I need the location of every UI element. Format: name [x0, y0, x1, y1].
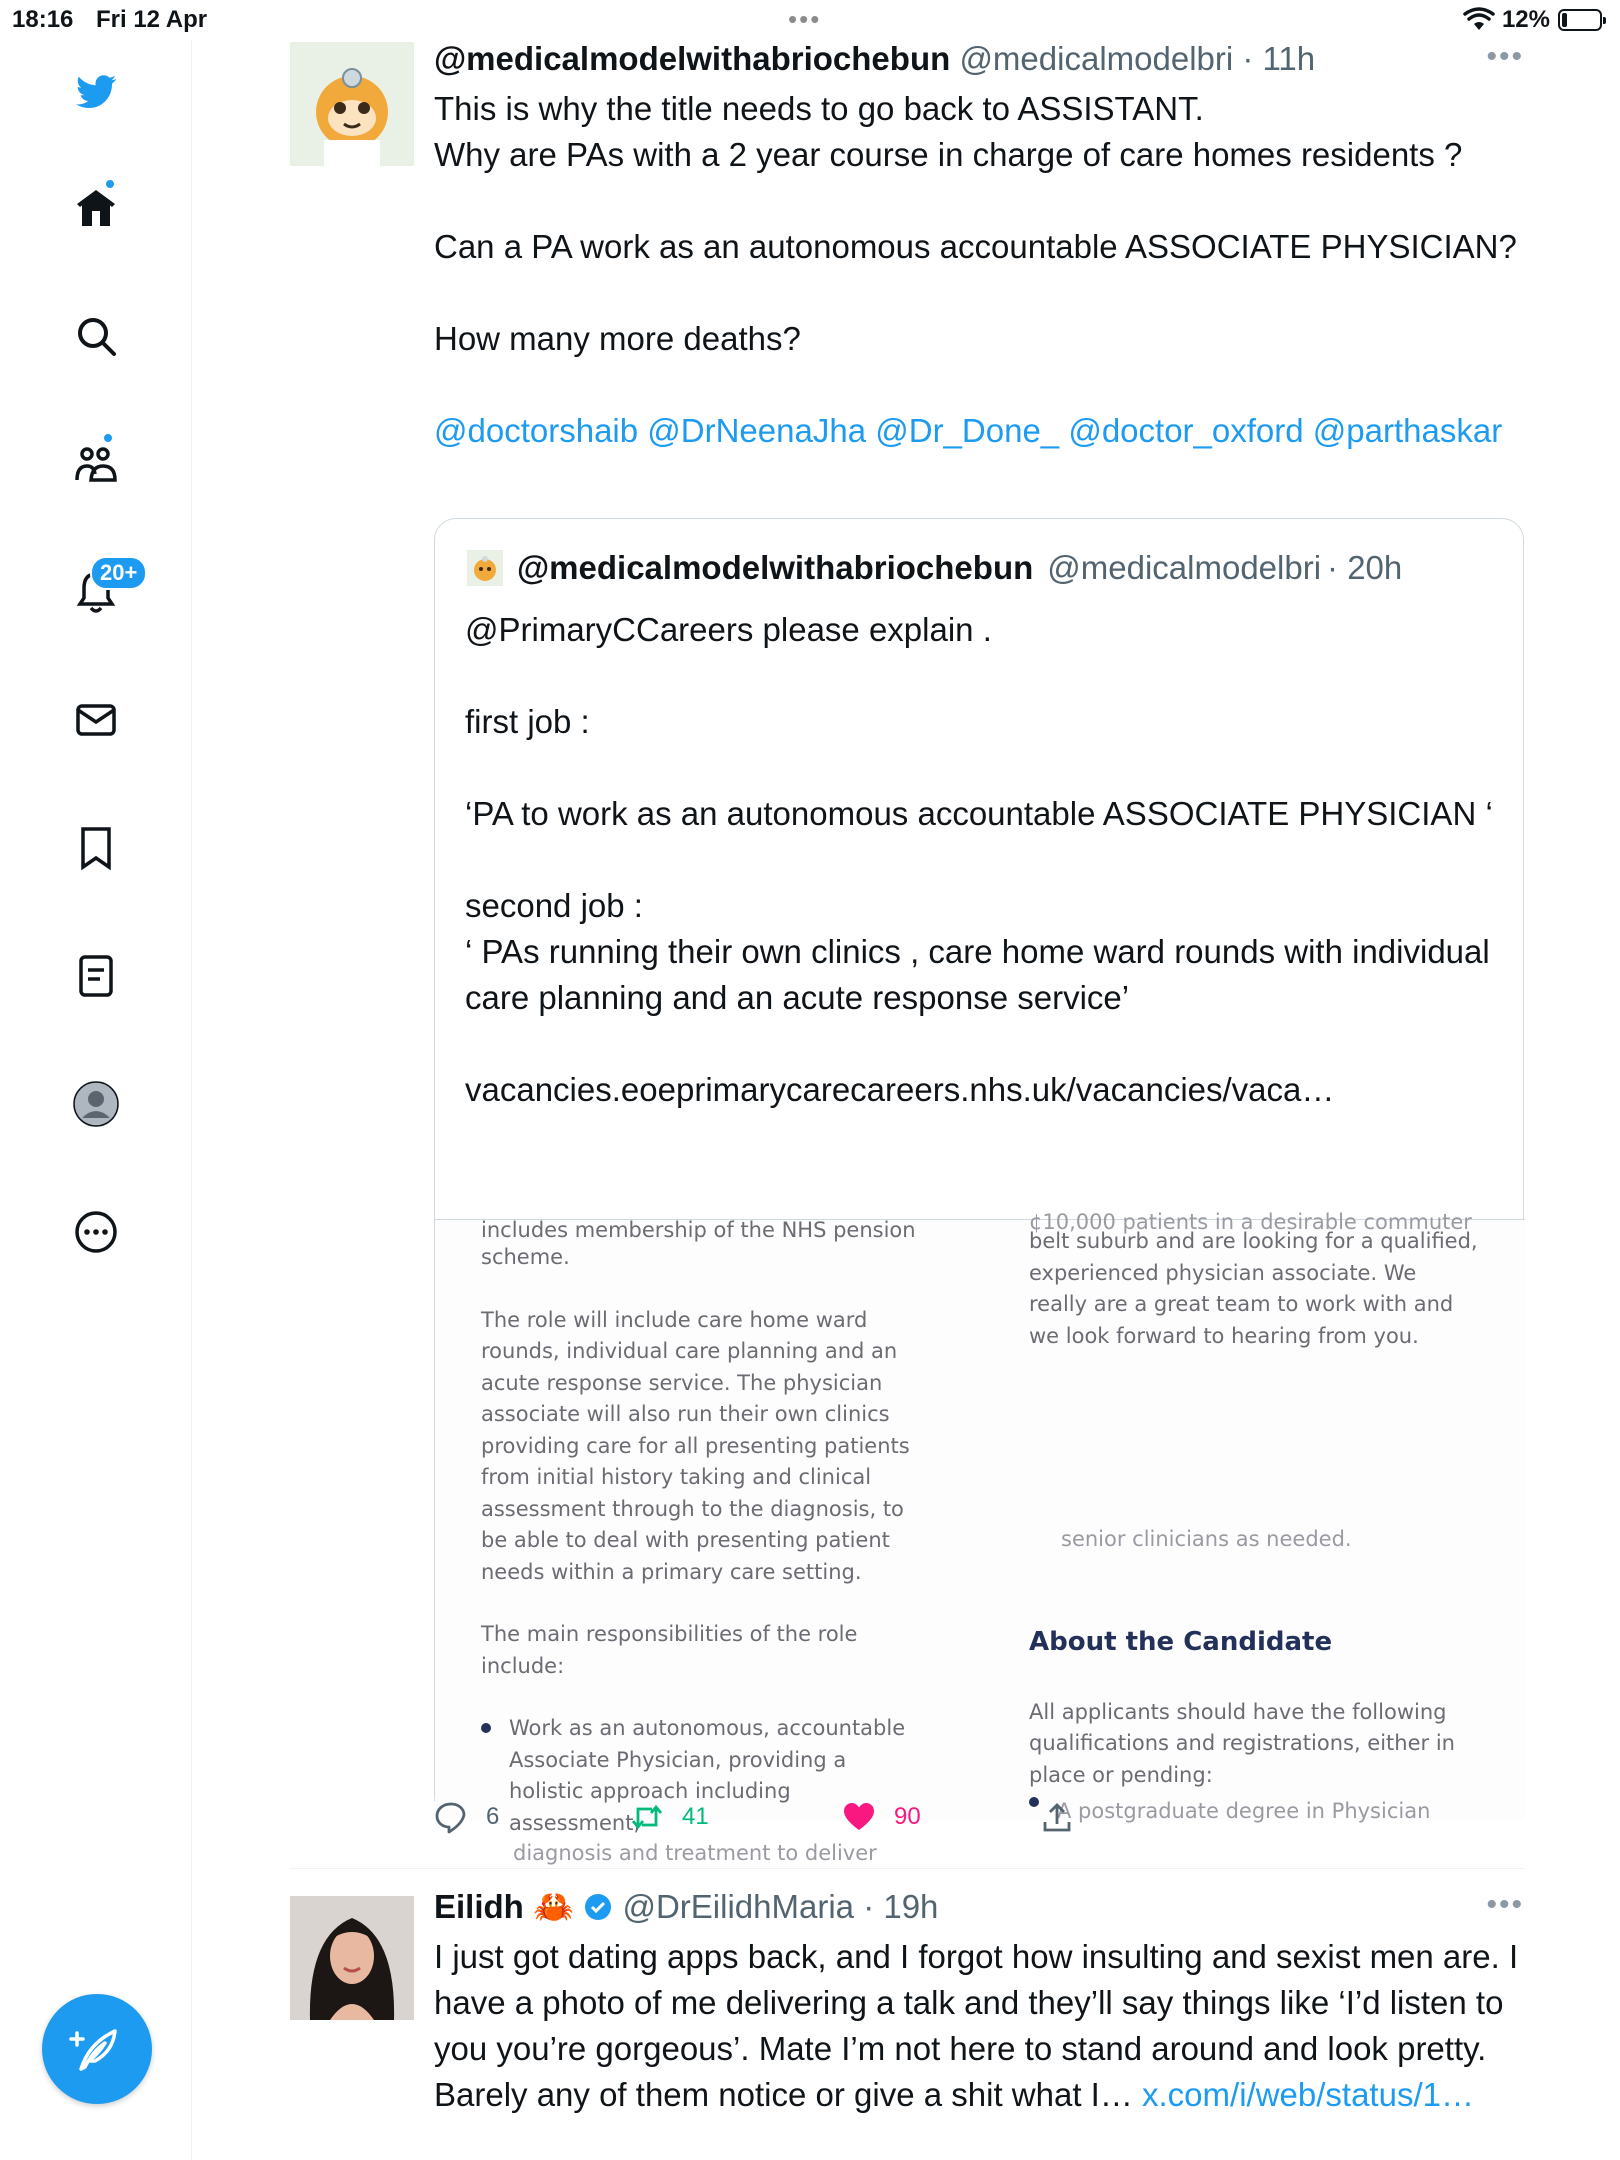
image-text: The role will include care home ward rounds, individual care planning and an acute response service. The physician associate will also run their own clinics providing care for all presenting patients from initial history taking and clinical assessment through to the diagnosis, to be able to deal with presenting patient needs within a primary care setting.: [481, 1307, 910, 1584]
tweet-link[interactable]: x.com/i/web/status/1…: [1142, 2076, 1474, 2113]
image-text: All applicants should have the following qualifications and registrations, either in place or pending:: [1029, 1699, 1455, 1787]
share-button[interactable]: [1040, 1800, 1074, 1834]
reply-button[interactable]: [434, 1800, 499, 1834]
author-handle[interactable]: @DrEilidhMaria: [622, 1888, 855, 1925]
profile-icon[interactable]: [64, 1072, 128, 1136]
compose-feather-icon: [69, 2021, 125, 2077]
quoted-tweet-time: · 20h: [1327, 549, 1403, 586]
compose-tweet-button[interactable]: [42, 1994, 152, 2104]
status-date: Fri 12 Apr: [96, 6, 208, 33]
mention-link[interactable]: @DrNeenaJha: [647, 412, 867, 449]
quoted-author-name: @medicalmodelwithabriochebun: [517, 549, 1034, 586]
author-name[interactable]: Eilidh: [434, 1888, 524, 1925]
communities-unread-dot: [102, 432, 114, 444]
mention-link[interactable]: @doctor_oxford: [1068, 412, 1304, 449]
status-bar: [0, 0, 1620, 40]
mention-link[interactable]: @Dr_Done_: [875, 412, 1060, 449]
quoted-text-line: @PrimaryCCareers please explain .: [465, 611, 992, 648]
author-handle[interactable]: @medicalmodelbri: [959, 40, 1234, 77]
quoted-text-line: [465, 1021, 1495, 1067]
tweet-text: [434, 1934, 1524, 2118]
mentions: [434, 408, 1524, 454]
tweet-text-line: Can a PA work as an autonomous accountable ASSOCIATE PHYSICIAN?: [434, 228, 1517, 265]
messages-icon[interactable]: [64, 688, 128, 752]
tweet-text-line: [434, 270, 1524, 316]
quoted-link[interactable]: vacancies.eoeprimarycarecareers.nhs.uk/vacancies/vaca…: [465, 1071, 1335, 1108]
more-options-icon[interactable]: •••: [1486, 1888, 1524, 1921]
status-right: [1464, 6, 1602, 34]
reply-count: 6: [486, 1803, 500, 1830]
quoted-tweet[interactable]: [434, 518, 1524, 1865]
quoted-text-line: first job :: [465, 703, 590, 740]
image-text: The main responsibilities of the role include:: [481, 1622, 858, 1678]
tweet-text-line: This is why the title needs to go back to ASSISTANT.: [434, 90, 1204, 127]
quoted-text-line: [465, 837, 1495, 883]
quoted-text-line: [465, 653, 1495, 699]
crab-emoji: 🦀: [533, 1888, 575, 1925]
wifi-icon: [1464, 8, 1494, 32]
tweet-header: [434, 1888, 938, 1927]
tweet[interactable]: [290, 1888, 1524, 2160]
quoted-avatar: [467, 550, 503, 586]
quoted-author-handle: @medicalmodelbri: [1047, 549, 1322, 586]
image-text: senior clinicians as needed.: [1061, 1527, 1352, 1551]
tweet-header: [434, 40, 1315, 78]
tweet-text-line: [434, 178, 1524, 224]
tweet-text-line: Why are PAs with a 2 year course in charge of care homes residents ?: [434, 136, 1463, 173]
tweet[interactable]: [290, 40, 1524, 1865]
tweet-text-line: [434, 362, 1524, 408]
home-icon[interactable]: [64, 176, 128, 240]
communities-icon[interactable]: [64, 432, 128, 496]
search-icon[interactable]: [64, 304, 128, 368]
retweet-icon: [630, 1800, 664, 1834]
retweet-button[interactable]: [630, 1800, 709, 1834]
quoted-tweet-image[interactable]: [435, 1210, 1525, 1865]
more-options-icon[interactable]: •••: [1486, 40, 1524, 73]
multitasking-dots-icon[interactable]: •••: [788, 4, 822, 34]
home-unread-dot: [104, 178, 116, 190]
image-text: includes membership of the NHS pension: [481, 1218, 916, 1242]
quoted-tweet-text: [465, 607, 1495, 1113]
verified-badge-icon: [583, 1892, 613, 1922]
image-text: A postgraduate degree in Physician: [1057, 1799, 1431, 1823]
quoted-tweet-header: [467, 549, 1402, 587]
twitter-bird-icon[interactable]: [64, 60, 128, 124]
avatar[interactable]: [290, 42, 414, 166]
image-text: scheme.: [481, 1245, 570, 1269]
quoted-text-line: second job :: [465, 887, 643, 924]
notifications-badge: 20+: [90, 556, 147, 590]
tweet-text: [434, 86, 1524, 454]
tweet-time[interactable]: · 19h: [863, 1888, 939, 1925]
image-right-column: [1029, 1208, 1479, 1823]
image-left-column: [481, 1218, 921, 1865]
sidebar: [0, 40, 192, 2160]
more-icon[interactable]: [64, 1200, 128, 1264]
mention-link[interactable]: @doctorshaib: [434, 412, 639, 449]
status-time: 18:16: [12, 6, 74, 33]
lists-icon[interactable]: [64, 944, 128, 1008]
tweet-text-line: How many more deaths?: [434, 320, 801, 357]
author-name[interactable]: @medicalmodelwithabriochebun: [434, 40, 951, 77]
image-text: ¢10,000 patients in a desirable commuter: [1029, 1210, 1472, 1234]
tweet-divider: [290, 1868, 1524, 1869]
reply-icon: [434, 1800, 468, 1834]
image-text: diagnosis and treatment to deliver: [513, 1841, 877, 1865]
tweet-actions: [434, 1800, 1524, 1840]
tweet-text-content: I just got dating apps back, and I forgot how insulting and sexist men are. I have a photo of me delivering a talk and they’ll say things like ‘I’d listen to you you’re gorgeous’. Mate I’m not here to stand around and look pretty. Barely any of them notice or give a shit what I…: [434, 1938, 1519, 2113]
like-count: 90: [894, 1803, 921, 1830]
heart-icon: [842, 1800, 876, 1834]
battery-icon: [1558, 9, 1602, 31]
like-button[interactable]: [842, 1800, 921, 1834]
mention-link[interactable]: @parthaskar: [1312, 412, 1503, 449]
retweet-count: 41: [682, 1803, 709, 1830]
avatar[interactable]: [290, 1896, 414, 2020]
share-icon: [1040, 1800, 1074, 1834]
quoted-text-line: [465, 745, 1495, 791]
quoted-text-line: ‘PA to work as an autonomous accountable ASSOCIATE PHYSICIAN ‘: [465, 795, 1493, 832]
image-text: Work as an autonomous, accountable Associate Physician, providing a holistic approach including assessment,: [509, 1716, 906, 1835]
bookmarks-icon[interactable]: [64, 816, 128, 880]
image-heading: About the Candidate: [1029, 1627, 1333, 1657]
quoted-text-line: ‘ PAs running their own clinics , care home ward rounds with individual care planning and an acute response service’: [465, 933, 1490, 1016]
battery-percent: 12%: [1501, 6, 1550, 33]
image-text: belt suburb and are looking for a qualified, experienced physician associate. We really are a great team to work with and we look forward to hearing from you.: [1029, 1229, 1478, 1348]
tweet-time[interactable]: · 11h: [1242, 40, 1316, 77]
